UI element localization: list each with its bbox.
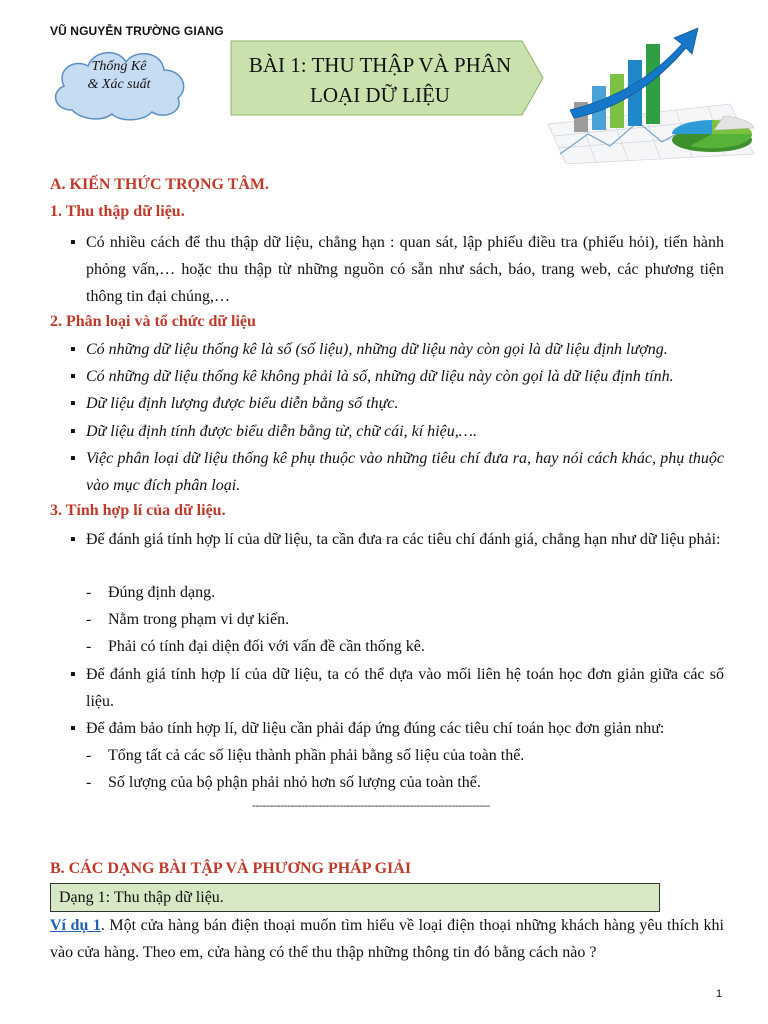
- list-item: ▪ Để đánh giá tính hợp lí của dữ liệu, ta có thể dựa vào mối liên hệ toán học đơn giản giữa các số liệu.: [70, 661, 724, 715]
- title-line-2: LOẠI DỮ LIỆU: [310, 83, 450, 107]
- page-number: 1: [716, 988, 723, 1000]
- dash-marker: -: [86, 747, 92, 764]
- list-item: ▪ Có nhiều cách để thu thập dữ liệu, chẳng hạn : quan sát, lập phiếu điều tra (phiếu hỏi), tiến hành phỏng vấn,… hoặc thu thập từ những nguồn có sẵn như sách, báo, trang web, các phương tiện thông tin đại chúng,…: [70, 229, 724, 310]
- dash-item: - Tổng tất cả các số liệu thành phần phải bằng số liệu của toàn thể.: [86, 742, 524, 769]
- dash-item: - Số lượng của bộ phận phải nhỏ hơn số lượng của toàn thể.: [86, 769, 481, 796]
- dash-marker: -: [86, 774, 92, 791]
- list-item: ▪ Dữ liệu định lượng được biểu diễn bằng số thực.: [70, 390, 724, 417]
- list-item: ▪ Việc phân loại dữ liệu thống kê phụ thuộc vào những tiêu chí đưa ra, hay nói cách khác, phụ thuộc vào mục đích phân loại.: [70, 445, 724, 499]
- dash-item: - Phải có tính đại diện đối với vấn đề cần thống kê.: [86, 633, 425, 660]
- dash-marker: -: [86, 638, 92, 655]
- bullet-icon: ▪: [70, 395, 76, 412]
- s3-heading: 3. Tính hợp lí của dữ liệu.: [50, 502, 226, 519]
- bullet-icon: ▪: [70, 450, 76, 467]
- list-item: ▪ Để đánh giá tính hợp lí của dữ liệu, ta cần đưa ra các tiêu chí đánh giá, chẳng hạn như dữ liệu phải:: [70, 526, 724, 553]
- separator-line: --------------------------------------------------------------------: [252, 798, 490, 812]
- dash-item: - Nằm trong phạm vi dự kiến.: [86, 606, 289, 633]
- section-b-heading: B. CÁC DẠNG BÀI TẬP VÀ PHƯƠNG PHÁP GIẢI: [50, 860, 412, 877]
- list-item: ▪ Dữ liệu định tính được biểu diễn bằng từ, chữ cái, kí hiệu,….: [70, 418, 724, 445]
- bullet-icon: ▪: [70, 531, 76, 548]
- bullet-icon: ▪: [70, 720, 76, 737]
- dash-marker: -: [86, 611, 92, 628]
- dang-1-box: Dạng 1: Thu thập dữ liệu.: [50, 883, 660, 912]
- bullet-icon: ▪: [70, 368, 76, 385]
- dash-marker: -: [86, 584, 92, 601]
- s1-heading: 1. Thu thập dữ liệu.: [50, 203, 185, 220]
- bullet-icon: ▪: [70, 666, 76, 683]
- dash-item: - Đúng định dạng.: [86, 579, 215, 606]
- list-item: ▪ Có những dữ liệu thống kê là số (số liệu), những dữ liệu này còn gọi là dữ liệu định lượng.: [70, 336, 724, 363]
- title-line-1: BÀI 1: THU THẬP VÀ PHÂN: [248, 53, 512, 77]
- author-name: VŨ NGUYỄN TRƯỜNG GIANG: [50, 24, 224, 38]
- s2-heading: 2. Phân loại và tổ chức dữ liệu: [50, 313, 256, 330]
- bullet-icon: ▪: [70, 341, 76, 358]
- cloud-label: [44, 58, 194, 94]
- section-a-heading: A. KIẾN THỨC TRỌNG TÂM.: [50, 176, 269, 193]
- chart-graphic-icon: [540, 14, 762, 164]
- bullet-icon: ▪: [70, 423, 76, 440]
- lesson-title: [230, 50, 530, 110]
- example-1-link[interactable]: Ví dụ 1: [50, 917, 101, 934]
- lesson-title-box: [230, 40, 544, 116]
- list-item: ▪ Để đảm bảo tính hợp lí, dữ liệu cần phải đáp ứng đúng các tiêu chí toán học đơn giản như:: [70, 715, 724, 742]
- cloud-line-2: & Xác suất: [87, 77, 151, 92]
- example-1: [50, 912, 724, 966]
- bullet-icon: ▪: [70, 234, 76, 251]
- subject-cloud: [44, 40, 194, 124]
- example-1-text: . Một cửa hàng bán điện thoại muốn tìm hiểu về loại điện thoại những khách hàng yêu thích khi vào cửa hàng. Theo em, cửa hàng có thể thu thập những thông tin đó bằng cách nào ?: [50, 917, 725, 961]
- cloud-line-1: Thống Kê: [91, 59, 147, 74]
- list-item: ▪ Có những dữ liệu thống kê không phải là số, những dữ liệu này còn gọi là dữ liệu định tính.: [70, 363, 724, 390]
